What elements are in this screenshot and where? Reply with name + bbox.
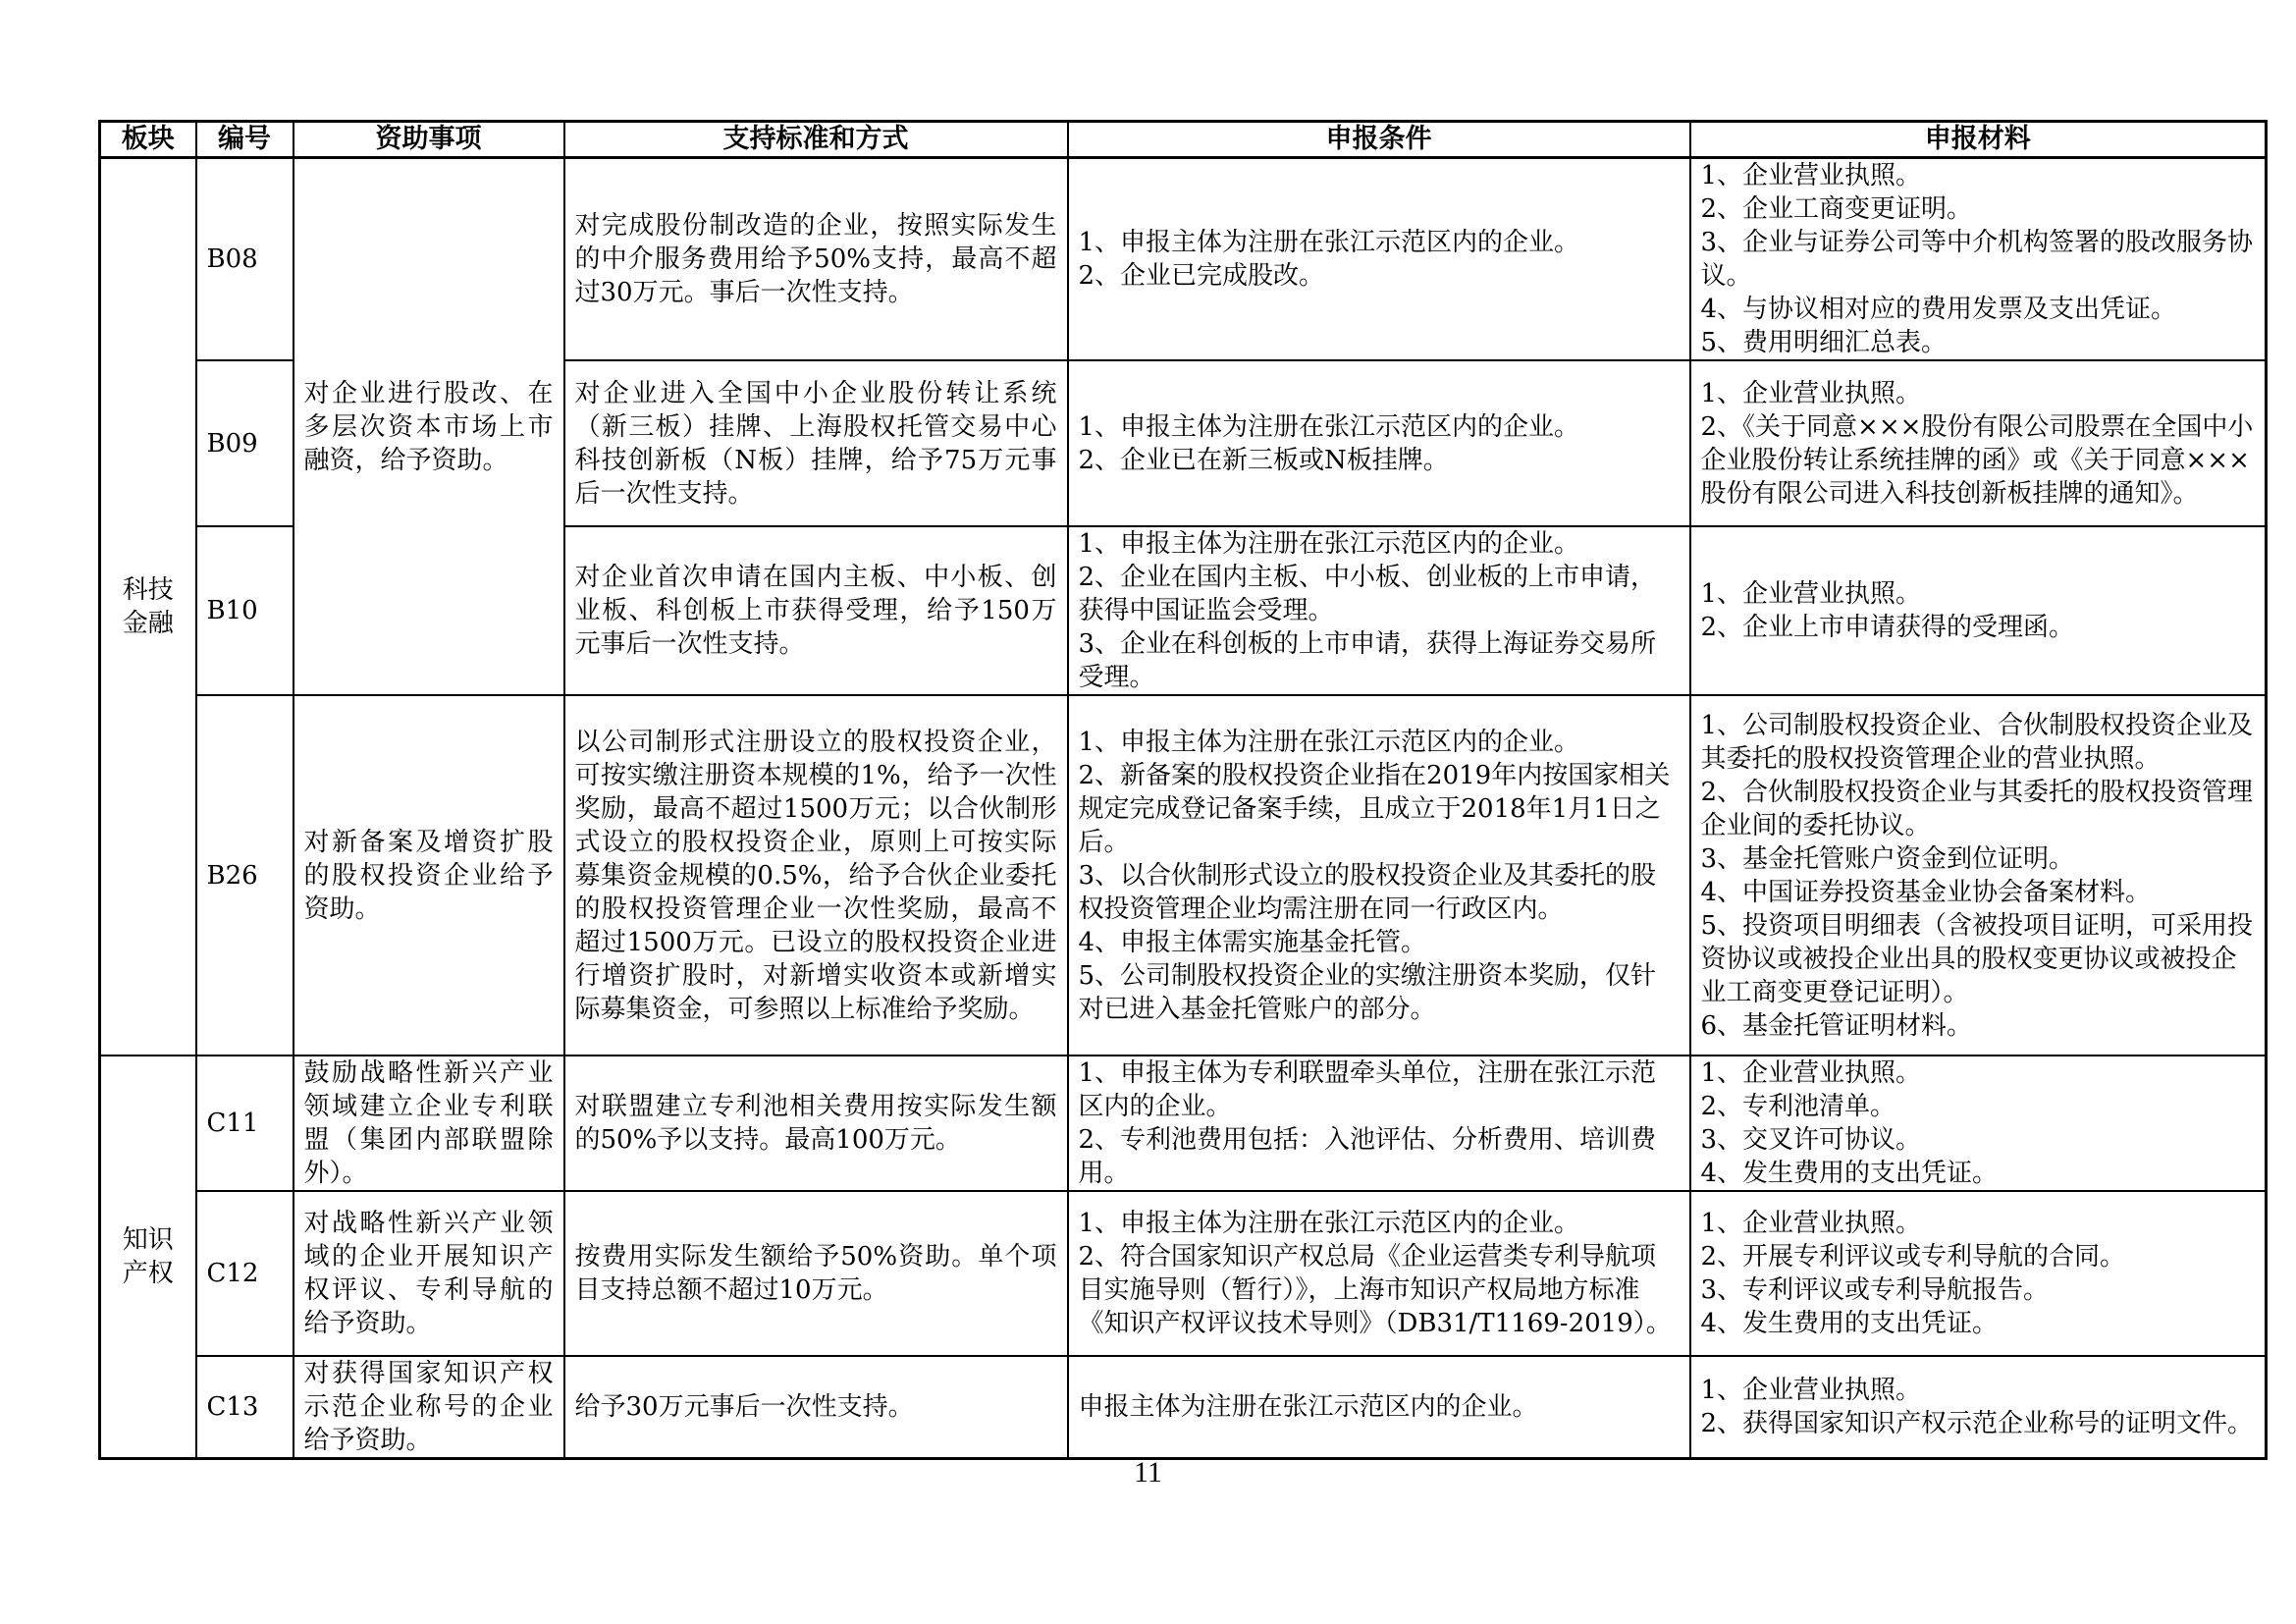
material-line: 5、费用明细汇总表。 — [1700, 328, 1948, 357]
standard-cell: 对完成股份制改造的企业，按照实际发生的中介服务费用给予50%支持，最高不超过30万元。事后一次性支持。 — [564, 158, 1068, 361]
material-line: 3、专利评议或专利导航报告。 — [1700, 1275, 2050, 1305]
block-cell-tech-finance — [100, 158, 196, 1056]
table-row — [100, 1356, 2267, 1459]
block-label: 知识产权 — [122, 1225, 174, 1288]
material-line: 1、企业营业执照。 — [1700, 378, 1922, 408]
material-line: 1、公司制股权投资企业、合伙制股权投资企业及其委托的股权投资管理企业的营业执照。 — [1700, 710, 2254, 774]
condition-line: 1、申报主体为注册在张江示范区内的企业。 — [1078, 727, 1580, 757]
standard-cell: 给予30万元事后一次性支持。 — [564, 1356, 1068, 1459]
material-line: 2、专利池清单。 — [1700, 1092, 1896, 1121]
material-line: 3、企业与证券公司等中介机构签署的股改服务协议。 — [1700, 228, 2254, 291]
standard-cell: 对联盟建立专利池相关费用按实际发生额的50%予以支持。最高100万元。 — [564, 1056, 1068, 1191]
item-cell: 对获得国家知识产权示范企业称号的企业给予资助。 — [294, 1356, 564, 1459]
material-line: 2、企业工商变更证明。 — [1700, 194, 1973, 224]
materials-cell — [1690, 1191, 2267, 1356]
conditions-cell — [1068, 1056, 1690, 1191]
table-row — [100, 158, 2267, 361]
material-line: 4、中国证券投资基金业协会备案材料。 — [1700, 877, 2152, 907]
material-line: 3、基金托管账户资金到位证明。 — [1700, 843, 2075, 874]
condition-line: 2、新备案的股权投资企业指在2019年内按国家相关规定完成登记备案手续，且成立于2018年1月1日之后。 — [1078, 760, 1671, 857]
table-row — [100, 695, 2267, 1056]
code-cell: B09 — [196, 360, 294, 526]
standard-cell: 对企业进入全国中小企业股份转让系统（新三板）挂牌、上海股权托管交易中心科技创新板（N板）挂牌，给予75万元事后一次性支持。 — [564, 360, 1068, 526]
page-number: 11 — [1134, 1456, 1162, 1489]
condition-line: 1、申报主体为注册在张江示范区内的企业。 — [1078, 529, 1580, 559]
conditions-cell — [1068, 360, 1690, 526]
materials-cell — [1690, 1356, 2267, 1459]
condition-line: 1、申报主体为注册在张江示范区内的企业。 — [1078, 1209, 1580, 1238]
header-standard: 支持标准和方式 — [564, 122, 1068, 158]
header-materials: 申报材料 — [1690, 122, 2267, 158]
standard-cell: 以公司制形式注册设立的股权投资企业，可按实缴注册资本规模的1%，给予一次性奖励，最高不超过1500万元；以合伙制形式设立的股权投资企业，原则上可按实际募集资金规模的0.5%，给予合伙企业委托的股权投资管理企业一次性奖励，最高不超过1500万元。已设立的股权投资企业进行增资扩股时，对新增实收资本或新增实际募集资金，可参照以上标准给予奖励。 — [564, 695, 1068, 1056]
material-line: 1、企业营业执照。 — [1700, 1209, 1922, 1238]
conditions-cell — [1068, 158, 1690, 361]
material-line: 1、企业营业执照。 — [1700, 1376, 1922, 1405]
condition-line: 3、企业在科创板的上市申请，获得上海证券交易所受理。 — [1078, 629, 1657, 692]
item-cell: 对新备案及增资扩股的股权投资企业给予资助。 — [294, 695, 564, 1056]
block-label: 科技金融 — [122, 575, 174, 638]
item-cell: 鼓励战略性新兴产业领域建立企业专利联盟（集团内部联盟除外）。 — [294, 1056, 564, 1191]
material-line: 2、《关于同意×××股份有限公司股票在全国中小企业股份转让系统挂牌的函》或《关于同意×××股份有限公司进入科技创新板挂牌的通知》。 — [1700, 411, 2254, 509]
material-line: 2、企业上市申请获得的受理函。 — [1700, 613, 2075, 642]
material-line: 3、交叉许可协议。 — [1700, 1125, 1922, 1155]
condition-line: 1、申报主体为专利联盟牵头单位，注册在张江示范区内的企业。 — [1078, 1058, 1657, 1121]
standard-cell: 按费用实际发生额给予50%资助。单个项目支持总额不超过10万元。 — [564, 1191, 1068, 1356]
conditions-cell — [1068, 695, 1690, 1056]
materials-cell — [1690, 1056, 2267, 1191]
conditions-cell — [1068, 1191, 1690, 1356]
material-line: 1、企业营业执照。 — [1700, 161, 1922, 190]
material-line: 2、开展专利评议或专利导航的合同。 — [1700, 1242, 2126, 1272]
materials-cell — [1690, 526, 2267, 695]
block-cell-ip — [100, 1056, 196, 1459]
table-row — [100, 1056, 2267, 1191]
condition-line: 2、专利池费用包括：入池评估、分析费用、培训费用。 — [1078, 1125, 1657, 1188]
material-line: 5、投资项目明细表（含被投项目证明，可采用投资协议或被投企业出具的股权变更协议或被投企业工商变更登记证明）。 — [1700, 910, 2254, 1007]
condition-line: 1、申报主体为注册在张江示范区内的企业。 — [1078, 411, 1580, 442]
material-line: 4、与协议相对应的费用发票及支出凭证。 — [1700, 295, 2177, 324]
material-line: 2、获得国家知识产权示范企业称号的证明文件。 — [1700, 1409, 2254, 1438]
materials-cell — [1690, 360, 2267, 526]
condition-line: 1、申报主体为注册在张江示范区内的企业。 — [1078, 228, 1580, 257]
materials-cell — [1690, 158, 2267, 361]
condition-line: 2、符合国家知识产权总局《企业运营类专利导航项目实施导则（暂行）》，上海市知识产权局地方标准《知识产权评议技术导则》（DB31/T1169-2019）。 — [1078, 1242, 1672, 1338]
condition-line: 3、以合伙制形式设立的股权投资企业及其委托的股权投资管理企业均需注册在同一行政区内。 — [1078, 860, 1657, 924]
standard-cell: 对企业首次申请在国内主板、中小板、创业板、科创板上市获得受理，给予150万元事后一次性支持。 — [564, 526, 1068, 695]
header-block: 板块 — [100, 122, 196, 158]
material-line: 2、合伙制股权投资企业与其委托的股权投资管理企业间的委托协议。 — [1700, 777, 2254, 840]
header-conditions: 申报条件 — [1068, 122, 1690, 158]
code-cell: B08 — [196, 158, 294, 361]
condition-line: 4、申报主体需实施基金托管。 — [1078, 927, 1427, 957]
code-cell: C13 — [196, 1356, 294, 1459]
header-item: 资助事项 — [294, 122, 564, 158]
code-cell: C11 — [196, 1056, 294, 1191]
conditions-cell — [1068, 526, 1690, 695]
funding-table — [98, 120, 2268, 1460]
table-row — [100, 1191, 2267, 1356]
code-cell: B10 — [196, 526, 294, 695]
item-cell: 对企业进行股改、在多层次资本市场上市融资，给予资助。 — [294, 158, 564, 696]
condition-line: 2、企业在国内主板、中小板、创业板的上市申请，获得中国证监会受理。 — [1078, 563, 1657, 625]
material-line: 1、企业营业执照。 — [1700, 1058, 1922, 1088]
item-cell: 对战略性新兴产业领域的企业开展知识产权评议、专利导航的给予资助。 — [294, 1191, 564, 1356]
material-line: 4、发生费用的支出凭证。 — [1700, 1159, 1999, 1188]
condition-line: 2、企业已在新三板或N板挂牌。 — [1078, 445, 1449, 475]
conditions-cell: 申报主体为注册在张江示范区内的企业。 — [1068, 1356, 1690, 1459]
condition-line: 5、公司制股权投资企业的实缴注册资本奖励，仅针对已进入基金托管账户的部分。 — [1078, 960, 1657, 1024]
material-line: 4、发生费用的支出凭证。 — [1700, 1309, 1999, 1338]
table-header — [100, 122, 2267, 158]
material-line: 1、企业营业执照。 — [1700, 579, 1922, 609]
materials-cell — [1690, 695, 2267, 1056]
code-cell: B26 — [196, 695, 294, 1056]
code-cell: C12 — [196, 1191, 294, 1356]
condition-line: 2、企业已完成股改。 — [1078, 261, 1325, 291]
header-code: 编号 — [196, 122, 294, 158]
material-line: 6、基金托管证明材料。 — [1700, 1010, 1973, 1041]
